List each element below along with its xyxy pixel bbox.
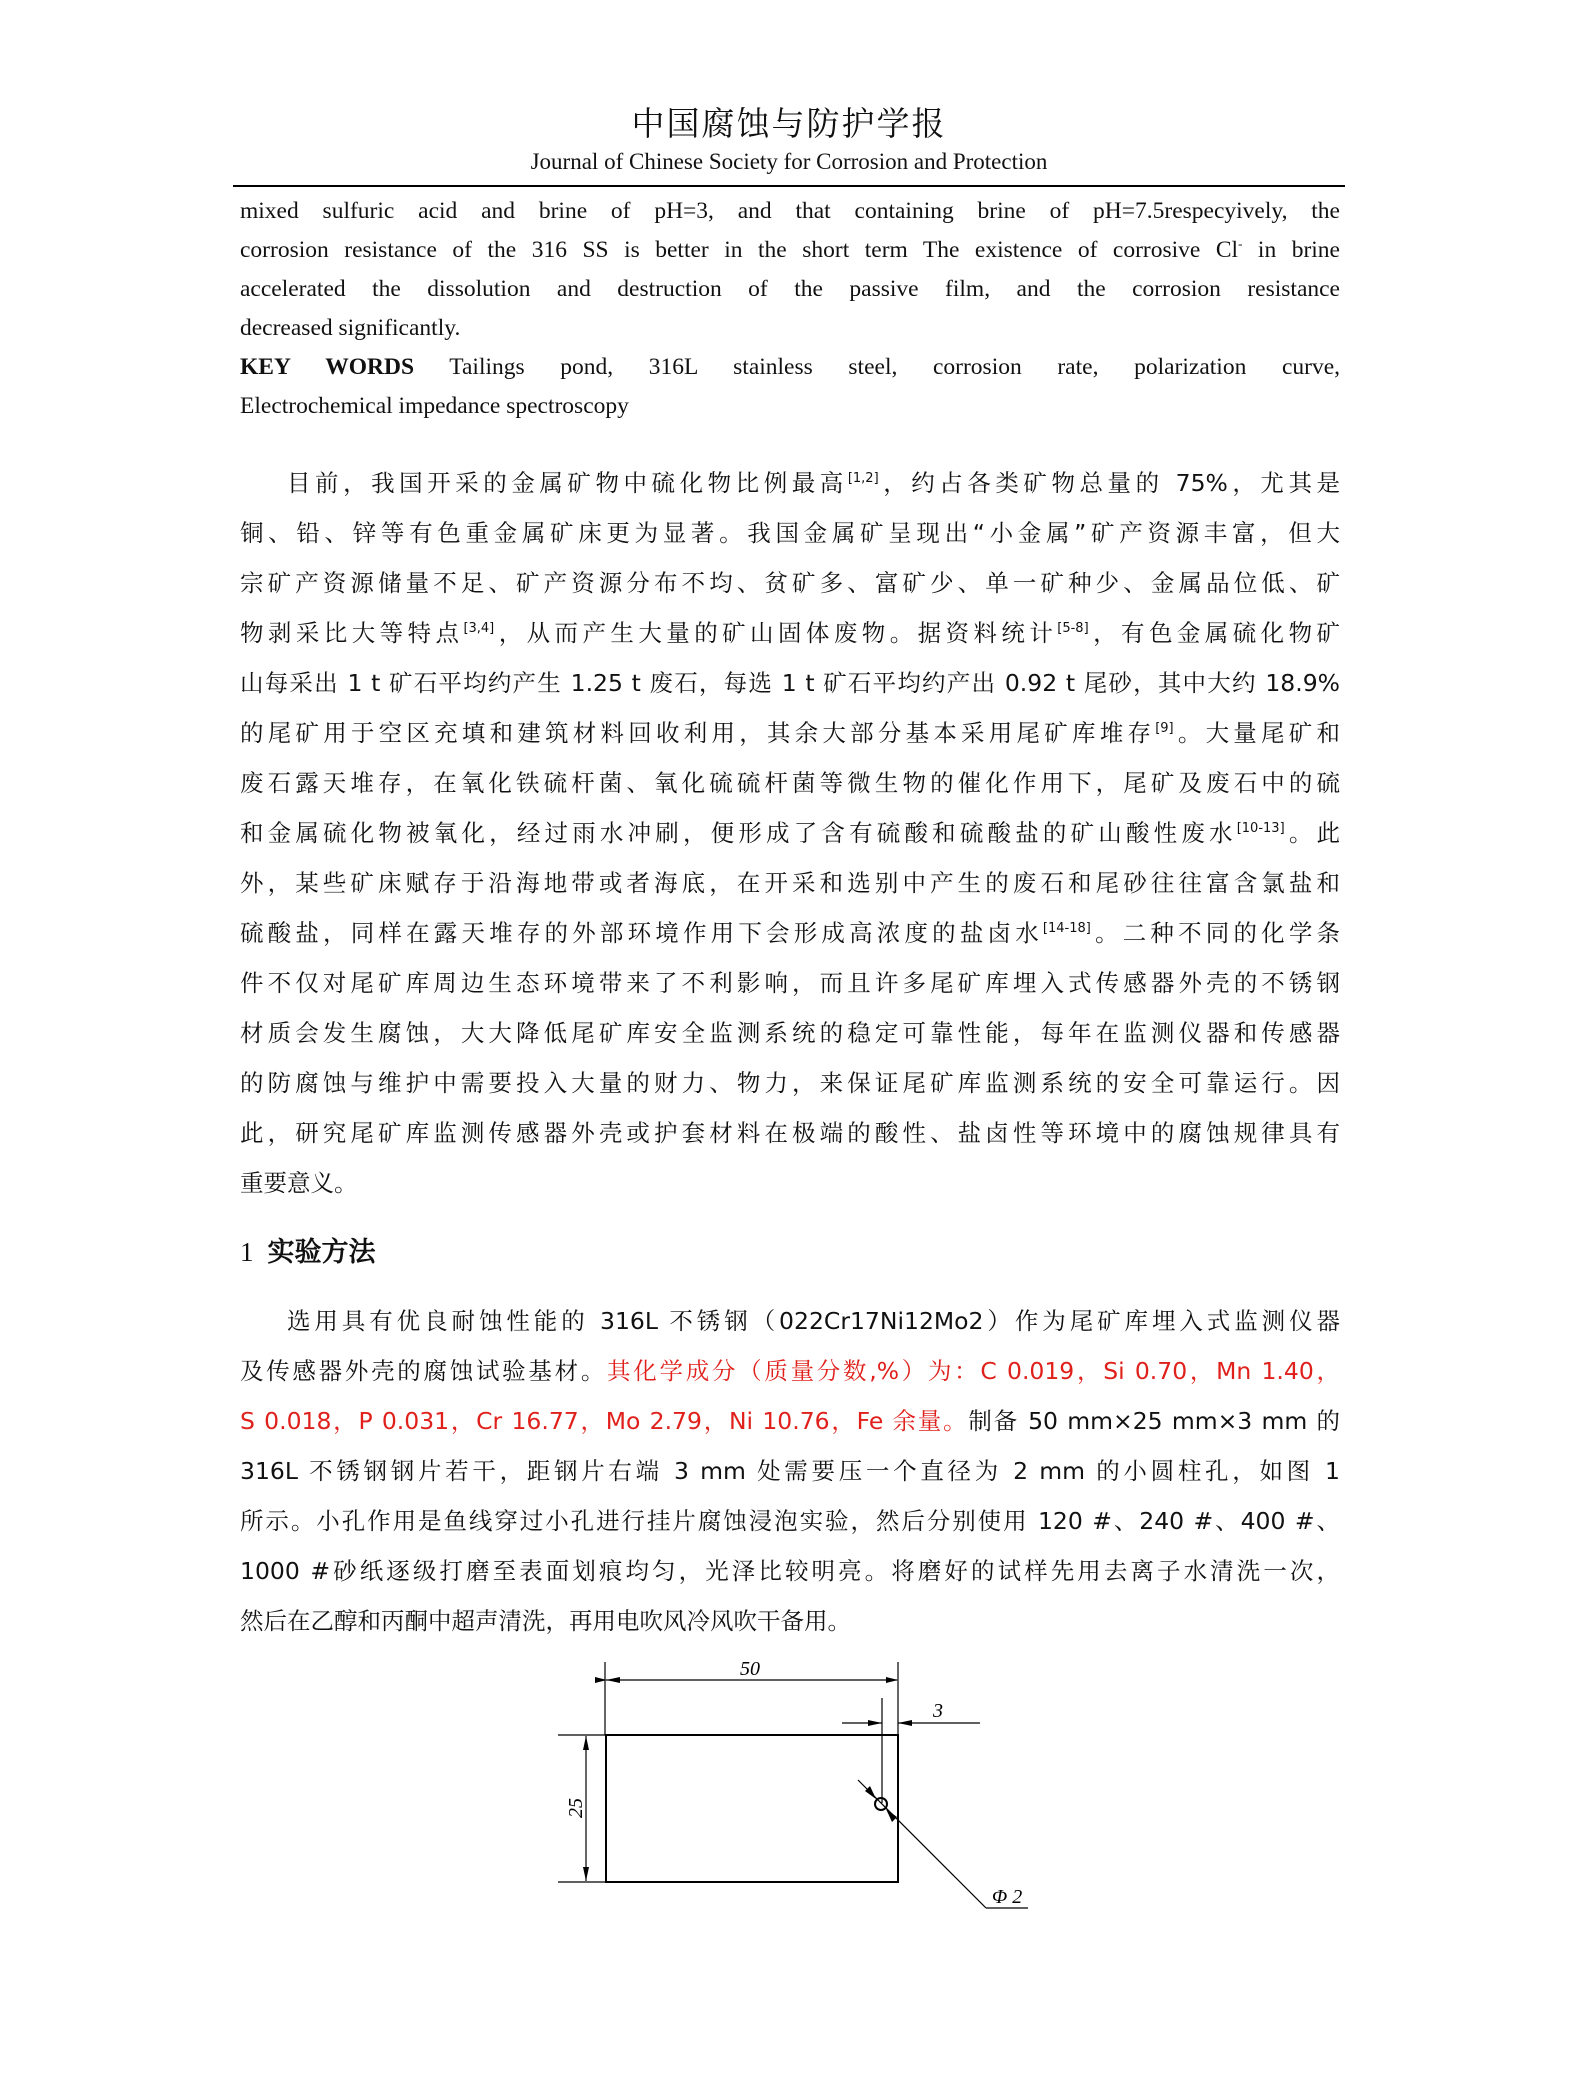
methods-line	[240, 1346, 1340, 1396]
intro-text: 铜、铅、锌等有色重金属矿床更为显著。我国金属矿呈现出“小金属”矿产资源丰富，但大	[240, 519, 1340, 547]
citation-superscript: [5-8]	[1057, 621, 1089, 636]
intro-line	[240, 1108, 1340, 1158]
intro-line	[240, 908, 1340, 958]
citation-superscript: [3,4]	[463, 621, 495, 636]
chemical-composition-highlight: S 0.018，P 0.031，Cr 16.77，Mo 2.79，Ni 10.76，Fe 余量。	[240, 1407, 969, 1435]
intro-line	[240, 758, 1340, 808]
methods-text: 制备 50 mm×25 mm×3 mm 的	[968, 1407, 1340, 1435]
methods-paragraph	[240, 1296, 1340, 1646]
hole-circle	[875, 1798, 887, 1810]
abstract-line-text: corrosion resistance of the 316 SS is better in the short term The existence of corrosive Cl	[240, 237, 1239, 263]
citation-superscript: [9]	[1155, 721, 1174, 736]
abstract-line: decreased significantly.	[240, 315, 461, 341]
journal-title-cn: 中国腐蚀与防护学报	[631, 104, 947, 143]
intro-line	[240, 1058, 1340, 1108]
intro-text: 的防腐蚀与维护中需要投入大量的财力、物力，来保证尾矿库监测系统的安全可靠运行。因	[240, 1069, 1340, 1097]
intro-text: 物剥采比大等特点	[240, 619, 464, 647]
abstract-text	[240, 192, 1340, 348]
journal-title-en: Journal of Chinese Society for Corrosion and Protection	[530, 149, 1048, 174]
superscript: -	[1238, 236, 1243, 251]
methods-line: 316L 不锈钢钢片若干，距钢片右端 3 mm 处需要压一个直径为 2 mm 的小圆柱孔，如图 1	[240, 1457, 1340, 1485]
dimension-offset-label: 3	[933, 1700, 943, 1722]
intro-text: ，有色金属硫化物矿	[1088, 619, 1341, 647]
dimension-height-label: 25	[565, 1798, 587, 1818]
intro-line	[240, 508, 1340, 558]
intro-line	[240, 958, 1340, 1008]
specimen-outline	[606, 1735, 898, 1882]
section-number: 1	[240, 1237, 254, 1267]
citation-superscript: [1,2]	[847, 471, 879, 486]
chemical-composition-highlight: 其化学成分（质量分数,%）为：C 0.019，Si 0.70，Mn 1.40，	[607, 1357, 1340, 1385]
methods-line: 所示。小孔作用是鱼线穿过小孔进行挂片腐蚀浸泡实验，然后分别使用 120 #、240 #、400 #、	[240, 1507, 1340, 1535]
intro-line	[240, 558, 1340, 608]
intro-text: 件不仅对尾矿库周边生态环境带来了不利影响，而且许多尾矿库埋入式传感器外壳的不锈钢	[240, 969, 1340, 997]
intro-text: 宗矿产资源储量不足、矿产资源分布不均、贫矿多、富矿少、单一矿种少、金属品位低、矿	[240, 569, 1340, 597]
keywords-line: Electrochemical impedance spectroscopy	[240, 393, 629, 419]
intro-text: 废石露天堆存，在氧化铁硫杆菌、氧化硫硫杆菌等微生物的催化作用下，尾矿及废石中的硫	[240, 769, 1340, 797]
citation-superscript: [10-13]	[1236, 821, 1285, 836]
keywords	[240, 348, 1340, 426]
abstract-line	[240, 231, 1340, 270]
methods-line: 然后在乙醇和丙酮中超声清洗，再用电吹风冷风吹干备用。	[240, 1607, 851, 1635]
intro-text: 目前，我国开采的金属矿物中硫化物比例最高	[287, 469, 848, 497]
methods-line	[240, 1396, 1340, 1446]
dimension-width-label: 50	[740, 1658, 760, 1680]
intro-text: 的尾矿用于空区充填和建筑材料回收利用，其余大部分基本采用尾矿库堆存	[240, 719, 1156, 747]
methods-text: 及传感器外壳的腐蚀试验基材。	[240, 1357, 608, 1385]
intro-text: 重要意义。	[240, 1169, 358, 1197]
intro-line	[240, 458, 1340, 508]
specimen-dimension-diagram	[540, 1650, 1060, 1930]
intro-line	[240, 1158, 1340, 1208]
intro-line	[240, 658, 1340, 708]
introduction	[240, 458, 1340, 1208]
abstract-line: mixed sulfuric acid and brine of pH=3, and that containing brine of pH=7.5respecyively, the	[240, 198, 1340, 224]
intro-line	[240, 708, 1340, 758]
intro-text: 和金属硫化物被氧化，经过雨水冲刷，便形成了含有硫酸和硫酸盐的矿山酸性废水	[240, 819, 1237, 847]
figure-1-specimen-drawing	[540, 1650, 1060, 1930]
intro-line	[240, 858, 1340, 908]
intro-line	[240, 1008, 1340, 1058]
section-heading	[240, 1232, 376, 1273]
intro-text: 。此	[1284, 819, 1341, 847]
methods-line: 1000 #砂纸逐级打磨至表面划痕均匀，光泽比较明亮。将磨好的试样先用去离子水清洗一次，	[240, 1557, 1340, 1585]
abstract-line-text: in brine	[1242, 237, 1340, 263]
abstract-line: accelerated the dissolution and destruction of the passive film, and the corrosion resistance	[240, 276, 1340, 302]
intro-text: 。二种不同的化学条	[1090, 919, 1341, 947]
intro-text: 山每采出 1 t 矿石平均约产生 1.25 t 废石，每选 1 t 矿石平均约产出 0.92 t 尾砂，其中大约 18.9%	[240, 669, 1340, 697]
keywords-text: Tailings pond, 316L stainless steel, corrosion rate, polarization curve,	[414, 354, 1341, 380]
intro-text: 硫酸盐，同样在露天堆存的外部环境作用下会形成高浓度的盐卤水	[240, 919, 1043, 947]
abstract-tail	[240, 192, 1340, 426]
section-title: 实验方法	[267, 1237, 376, 1268]
keywords-label: KEY WORDS	[240, 354, 415, 380]
intro-text: 外，某些矿床赋存于沿海地带或者海底，在开采和选别中产生的废石和尾砂往往富含氯盐和	[240, 869, 1340, 897]
citation-superscript: [14-18]	[1042, 921, 1091, 936]
dimension-hole-label: Φ 2	[992, 1886, 1023, 1908]
intro-line	[240, 608, 1340, 658]
intro-text: 此，研究尾矿库监测传感器外壳或护套材料在极端的酸性、盐卤性等环境中的腐蚀规律具有	[240, 1119, 1340, 1147]
intro-line	[240, 808, 1340, 858]
intro-text: 。大量尾矿和	[1173, 719, 1341, 747]
journal-header	[233, 104, 1345, 176]
intro-text: ，约占各类矿物总量的 75%，尤其是	[878, 469, 1341, 497]
intro-text: 材质会发生腐蚀，大大降低尾矿库安全监测系统的稳定可靠性能，每年在监测仪器和传感器	[240, 1019, 1340, 1047]
header-divider	[233, 185, 1345, 187]
intro-text: ，从而产生大量的矿山固体废物。据资料统计	[494, 619, 1058, 647]
methods-line: 选用具有优良耐蚀性能的 316L 不锈钢（022Cr17Ni12Mo2）作为尾矿库埋入式监测仪器	[287, 1307, 1340, 1335]
keywords-line	[240, 348, 1340, 387]
